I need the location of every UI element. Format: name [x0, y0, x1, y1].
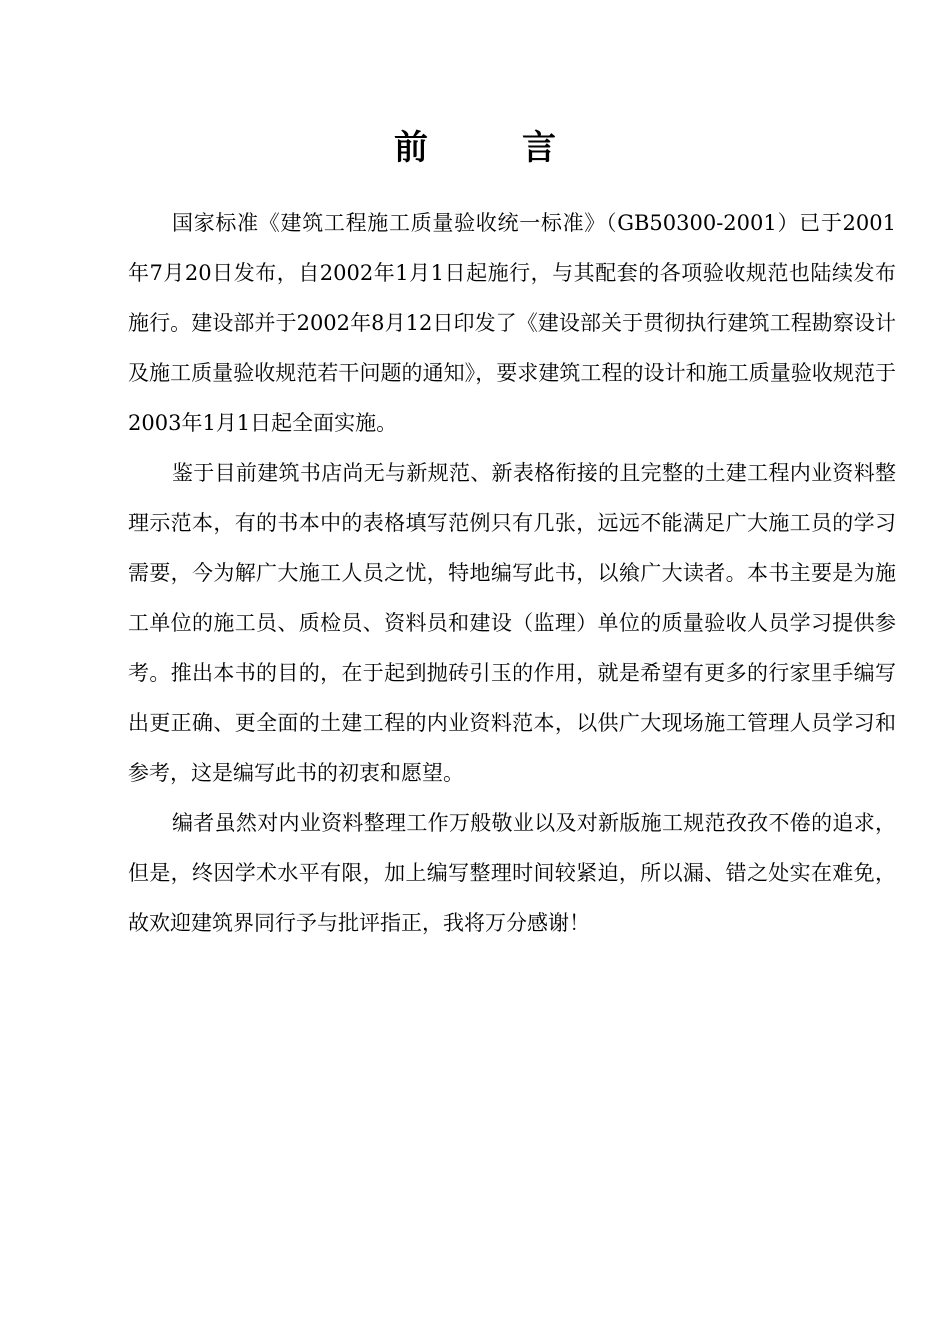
paragraph-3: 编者虽然对内业资料整理工作万般敬业以及对新版施工规范孜孜不倦的追求，但是，终因学术水平有限，加上编写整理时间较紧迫，所以漏、错之处实在难免，故欢迎建筑界同行予与批评指正，我将万分感谢！ [128, 811, 896, 935]
paragraph-2: 鉴于目前建筑书店尚无与新规范、新表格衔接的且完整的土建工程内业资料整理示范本，有的书本中的表格填写范例只有几张，远远不能满足广大施工员的学习需要，今为解广大施工人员之忧，特地编写此书，以飨广大读者。本书主要是为施工单位的施工员、质检员、资料员和建设（监理）单位的质量验收人员学习提供参考。推出本书的目的，在于起到抛砖引玉的作用，就是希望有更多的行家里手编写出更正确、更全面的土建工程的内业资料范本，以供广大现场施工管理人员学习和参考，这是编写此书的初衷和愿望。 [128, 461, 896, 785]
preface-body [128, 198, 896, 948]
page-title: 前 言 [394, 127, 586, 168]
paragraph-1: 国家标准《建筑工程施工质量验收统一标准》（GB50300-2001）已于2001年7月20日发布，自2002年1月1日起施行，与其配套的各项验收规范也陆续发布施行。建设部并于2002年8月12日印发了《建设部关于贯彻执行建筑工程勘察设计及施工质量验收规范若干问题的通知》，要求建筑工程的设计和施工质量验收规范于2003年1月1日起全面实施。 [128, 211, 896, 435]
